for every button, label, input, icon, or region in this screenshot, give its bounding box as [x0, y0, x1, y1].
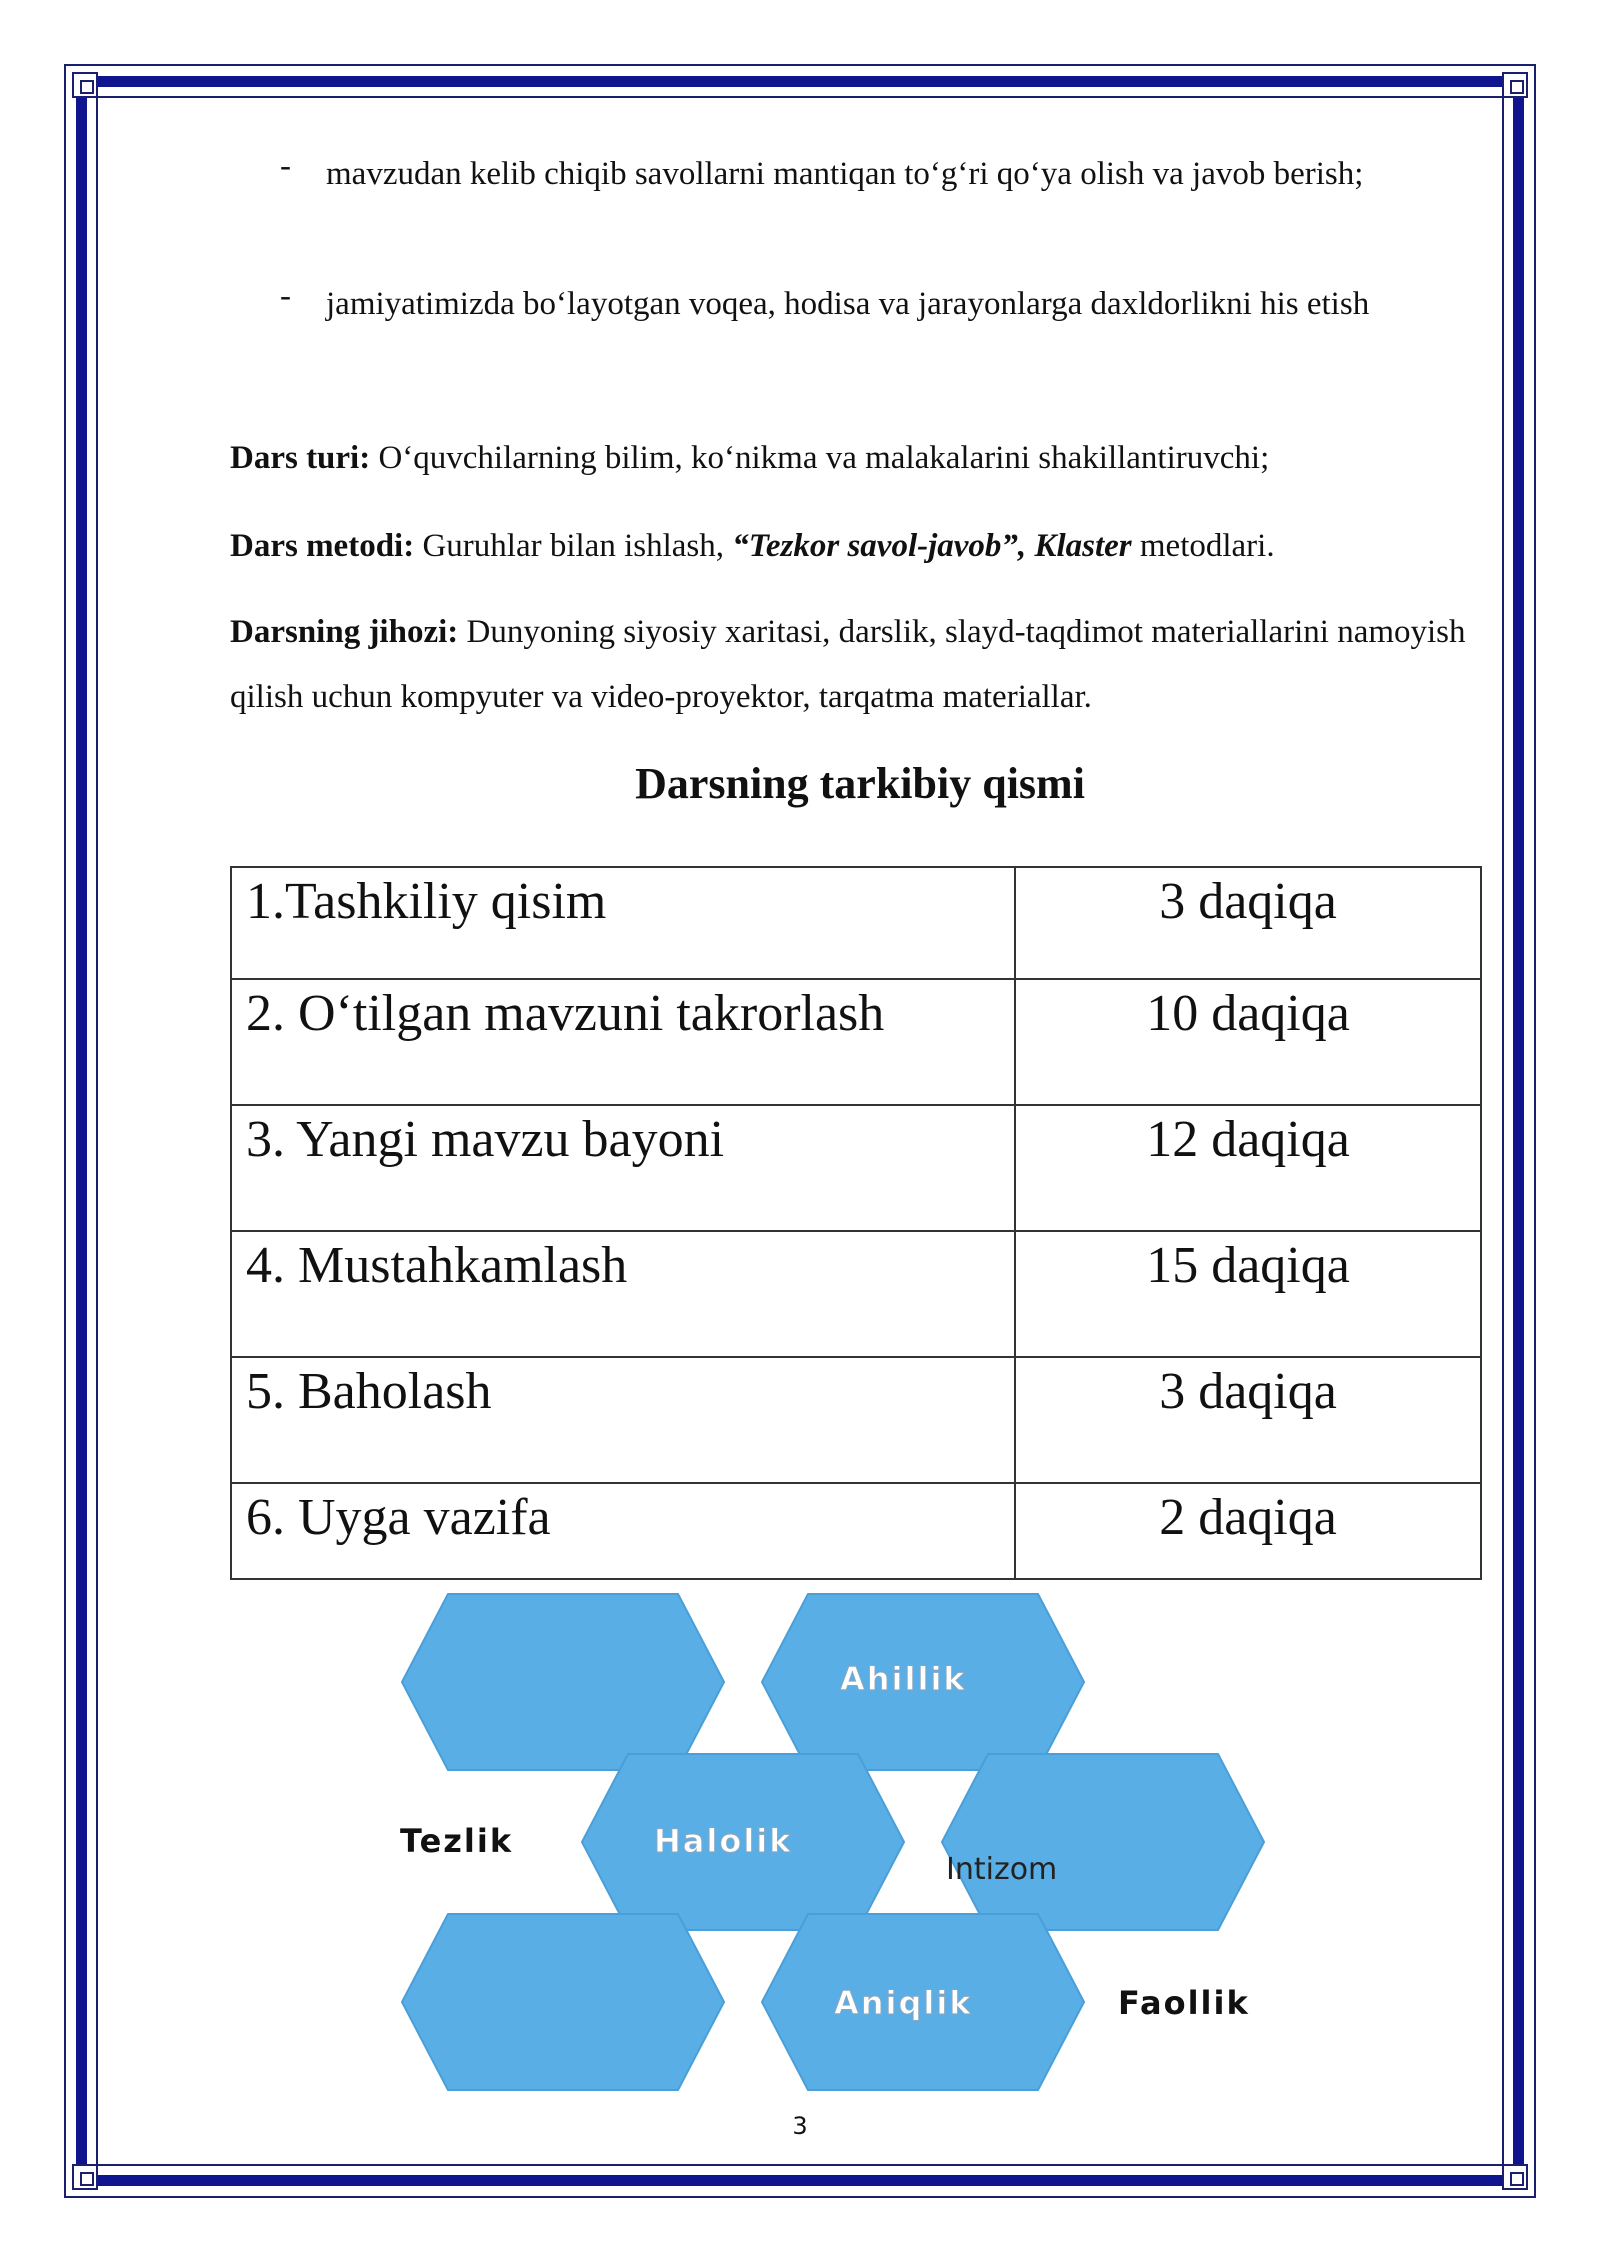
stage-cell: 1.Tashkiliy qisim — [231, 867, 1015, 979]
section-title: Darsning tarkibiy qismi — [635, 759, 1085, 808]
label-faollik: Faollik — [1118, 1984, 1250, 2022]
duration-cell: 3 daqiqa — [1015, 867, 1481, 979]
duration-cell: 15 daqiqa — [1015, 1231, 1481, 1357]
duration-cell: 3 daqiqa — [1015, 1357, 1481, 1483]
table-row — [231, 1357, 1481, 1483]
duration-cell: 12 daqiqa — [1015, 1105, 1481, 1231]
hexagon-bottom-left — [402, 1914, 724, 2090]
label-intizom: Intizom — [946, 1852, 1058, 1887]
frame-corner-top-left — [72, 72, 98, 98]
bullet-marker: - — [280, 148, 291, 184]
frame-corner-bottom-left — [72, 2164, 98, 2190]
stage-cell: 4. Mustahkamlash — [231, 1231, 1015, 1357]
lesson-method-paragraph — [230, 514, 1490, 579]
lesson-type-paragraph — [230, 426, 1490, 491]
duration-cell: 10 daqiqa — [1015, 979, 1481, 1105]
lesson-method-suffix: metodlari. — [1139, 528, 1275, 564]
hexagon-top-left — [402, 1594, 724, 1770]
frame-corner-top-right — [1502, 72, 1528, 98]
table-row — [231, 867, 1481, 979]
lesson-equipment-label: Darsning jihozi: — [230, 614, 459, 650]
lesson-type-text: O‘quvchilarning bilim, ko‘nikma va malakalarini shakillantiruvchi; — [378, 440, 1270, 476]
objective-item: jamiyatimizda bo‘layotgan voqea, hodisa va jarayonlarga daxldorlikni his etish — [326, 286, 1370, 322]
objective-item: mavzudan kelib chiqib savollarni mantiqan to‘g‘ri qo‘ya olish va javob berish; — [326, 156, 1364, 192]
lesson-equipment-paragraph — [230, 600, 1490, 730]
stage-cell: 5. Baholash — [231, 1357, 1015, 1483]
stage-cell: 2. O‘tilgan mavzuni takrorlash — [231, 979, 1015, 1105]
lesson-plan-table — [230, 866, 1482, 1580]
values-hexagon-diagram — [380, 1590, 1320, 2110]
label-tezlik: Tezlik — [400, 1822, 514, 1860]
bullet-marker: - — [280, 278, 291, 314]
method-quick-qa: “Tezkor savol-javob”, — [732, 528, 1027, 564]
page-number: 3 — [792, 2112, 808, 2140]
frame-corner-bottom-right — [1502, 2164, 1528, 2190]
lesson-equipment-text: Dunyoning siyosiy xaritasi, darslik, slayd-taqdimot materiallarini namoyish qilish uchun kompyuter va video-proyektor, tarqatma materiallar. — [230, 614, 1466, 715]
table-row — [231, 979, 1481, 1105]
duration-cell: 2 daqiqa — [1015, 1483, 1481, 1579]
label-aniqlik: Aniqlik — [834, 1984, 973, 2022]
method-cluster: Klaster — [1034, 528, 1132, 564]
label-ahillik: Ahillik — [840, 1660, 967, 1698]
stage-cell: 3. Yangi mavzu bayoni — [231, 1105, 1015, 1231]
table-row — [231, 1231, 1481, 1357]
label-halolik: Halolik — [654, 1822, 793, 1860]
table-row — [231, 1105, 1481, 1231]
hexagon-intizom — [942, 1754, 1264, 1930]
table-row — [231, 1483, 1481, 1579]
stage-cell: 6. Uyga vazifa — [231, 1483, 1015, 1579]
lesson-method-label: Dars metodi: — [230, 528, 415, 564]
lesson-type-label: Dars turi: — [230, 440, 371, 476]
lesson-method-text: Guruhlar bilan ishlash, — [422, 528, 724, 564]
